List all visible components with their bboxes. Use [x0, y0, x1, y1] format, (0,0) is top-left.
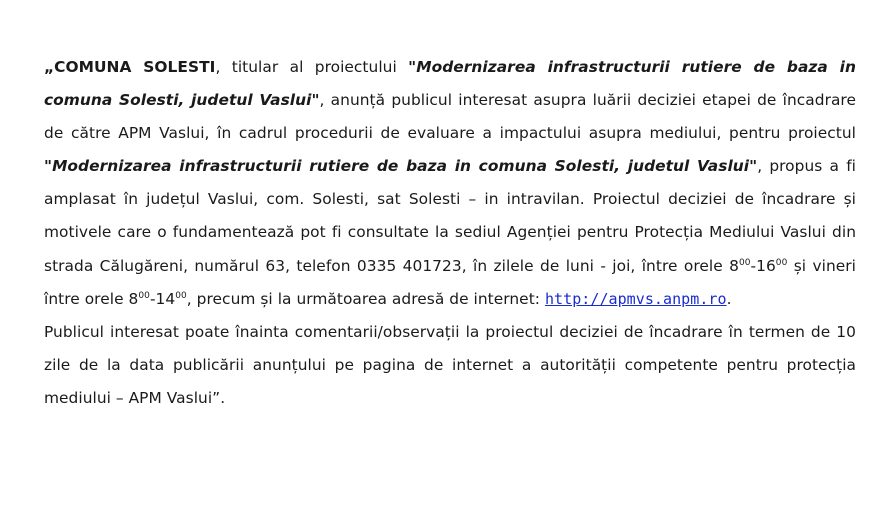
- notice-text: -14: [149, 289, 176, 308]
- time-superscript: 00: [175, 290, 187, 301]
- notice-text: , propus a fi amplasat în județul Vaslui, com. Solesti, sat Solesti – in intravilan. Proiectul deciziei de încadrare și motivele care o fundamentează pot fi consultate la sediul Agenției pentru Protecția Mediului Vaslui din strada Călugăreni, numărul 63, telefon 0335 401723, în zilele de luni - joi, între orele 8: [44, 157, 857, 275]
- notice-text: , titular al proiectului: [215, 58, 409, 76]
- notice-paragraph-1: [44, 51, 856, 316]
- notice-text: -16: [750, 256, 776, 275]
- notice-text: .: [726, 289, 732, 308]
- company-name: „COMUNA SOLESTI: [44, 58, 216, 76]
- notice-text: , anunță publicul interesat asupra luării deciziei etapei de încadrare de către APM Vaslui, în cadrul procedurii de evaluare a impactului asupra mediului, pentru proiectul: [44, 91, 856, 143]
- project-title: "Modernizarea infrastructurii rutiere de baza in comuna Solesti, judetul Vaslui": [44, 58, 857, 110]
- project-title: "Modernizarea infrastructurii rutiere de baza in comuna Solesti, judetul Vaslui": [44, 157, 758, 176]
- time-superscript: 00: [775, 257, 788, 268]
- notice-text: , precum și la următoarea adresă de internet:: [186, 289, 545, 308]
- apm-website-link[interactable]: http://apmvs.anpm.ro: [544, 289, 727, 308]
- time-superscript: 00: [138, 290, 150, 301]
- time-superscript: 00: [738, 257, 751, 268]
- public-notice: [44, 51, 856, 415]
- notice-paragraph-2: Publicul interesat poate înainta comentarii/observații la proiectul deciziei de încadrare în termen de 10 zile de la data publicării anunțului pe pagina de internet a autorității competente pentru protecția mediului – APM Vaslui”.: [44, 322, 856, 407]
- notice-text: și vineri între orele 8: [44, 256, 856, 308]
